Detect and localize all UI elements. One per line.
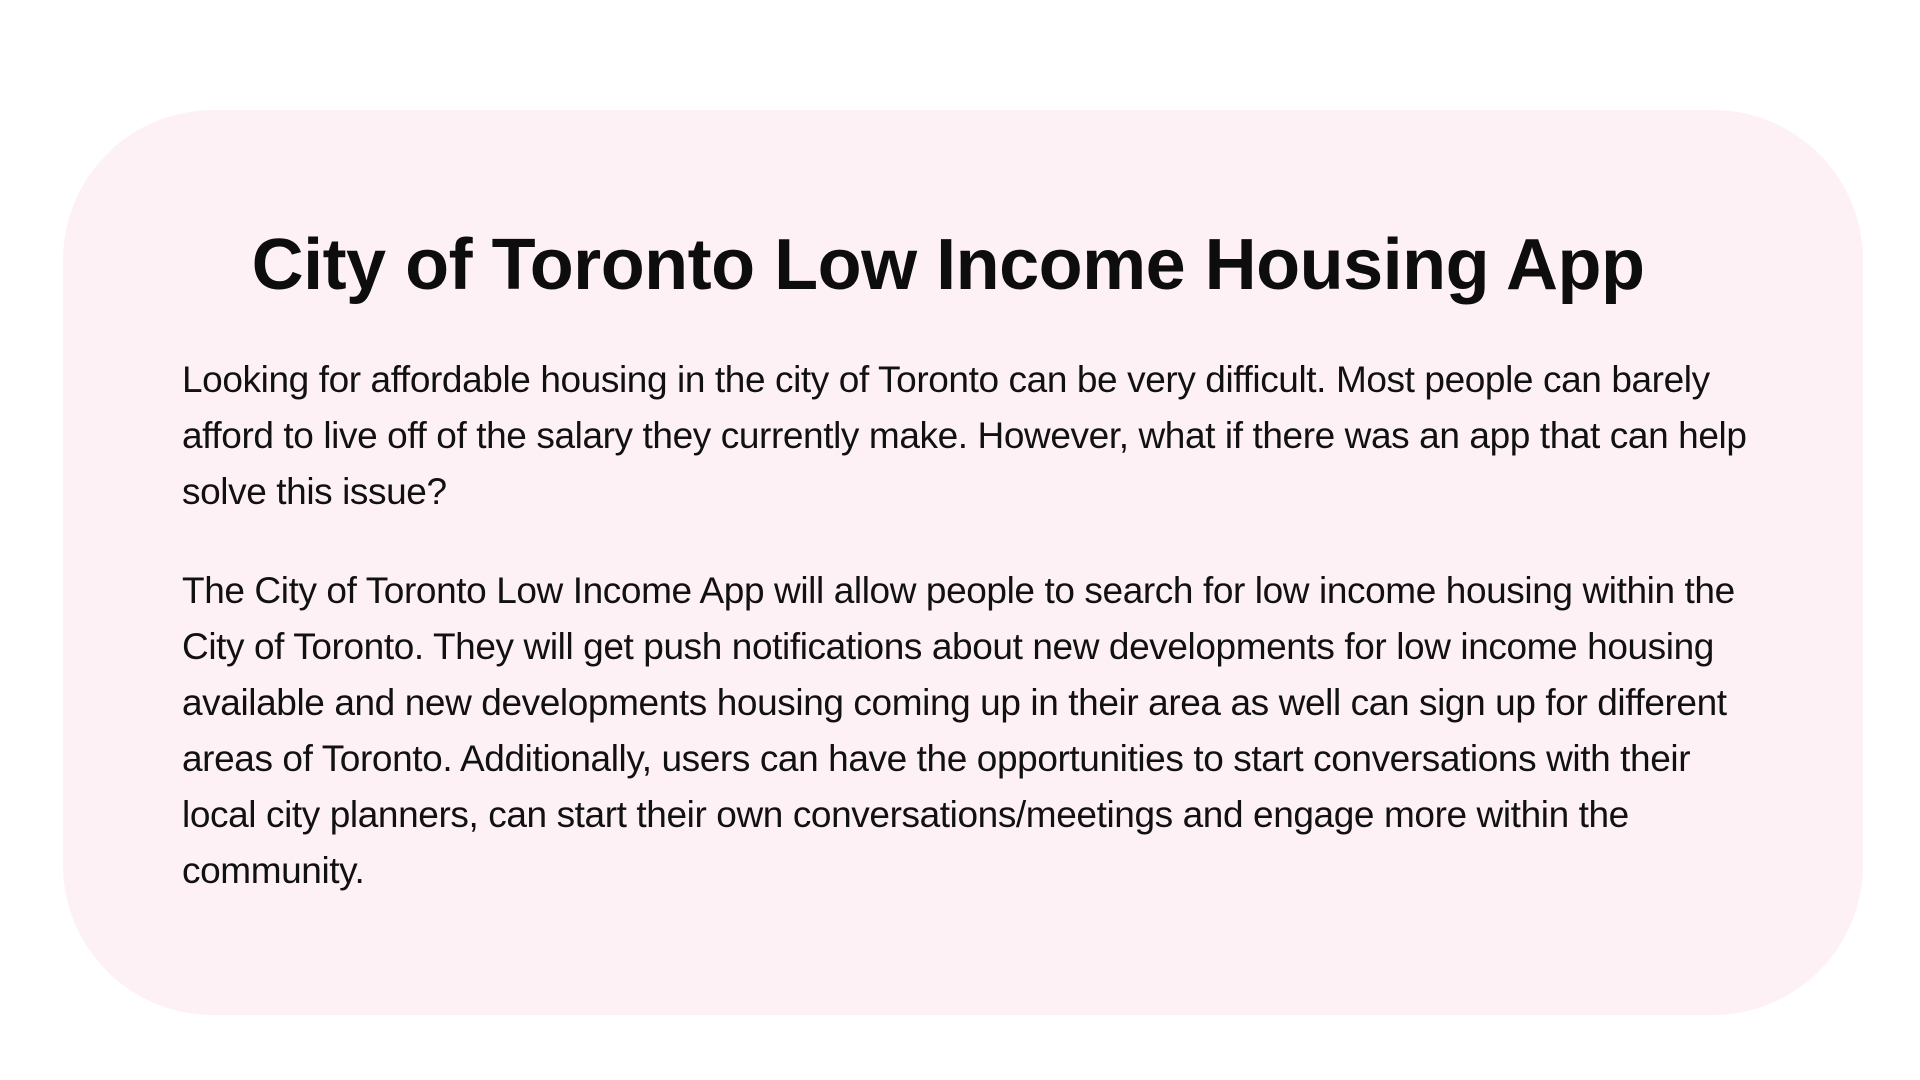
page-title: City of Toronto Low Income Housing App [251, 225, 1645, 305]
description-paragraph: The City of Toronto Low Income App will allow people to search for low income housing within the City of Toronto. They will get push notifications about new developments for low income housing available and new developments housing coming up in their area as well can sign up for different areas of Toronto. Additionally, users can have the opportunities to start conversations with their local city planners, can start their own conversations/meetings and engage more within the community. [182, 570, 1735, 891]
intro-paragraph: Looking for affordable housing in the city of Toronto can be very difficult. Most people can barely afford to live off of the salary they currently make. However, what if there was an app that can help solve this issue? [182, 359, 1747, 512]
